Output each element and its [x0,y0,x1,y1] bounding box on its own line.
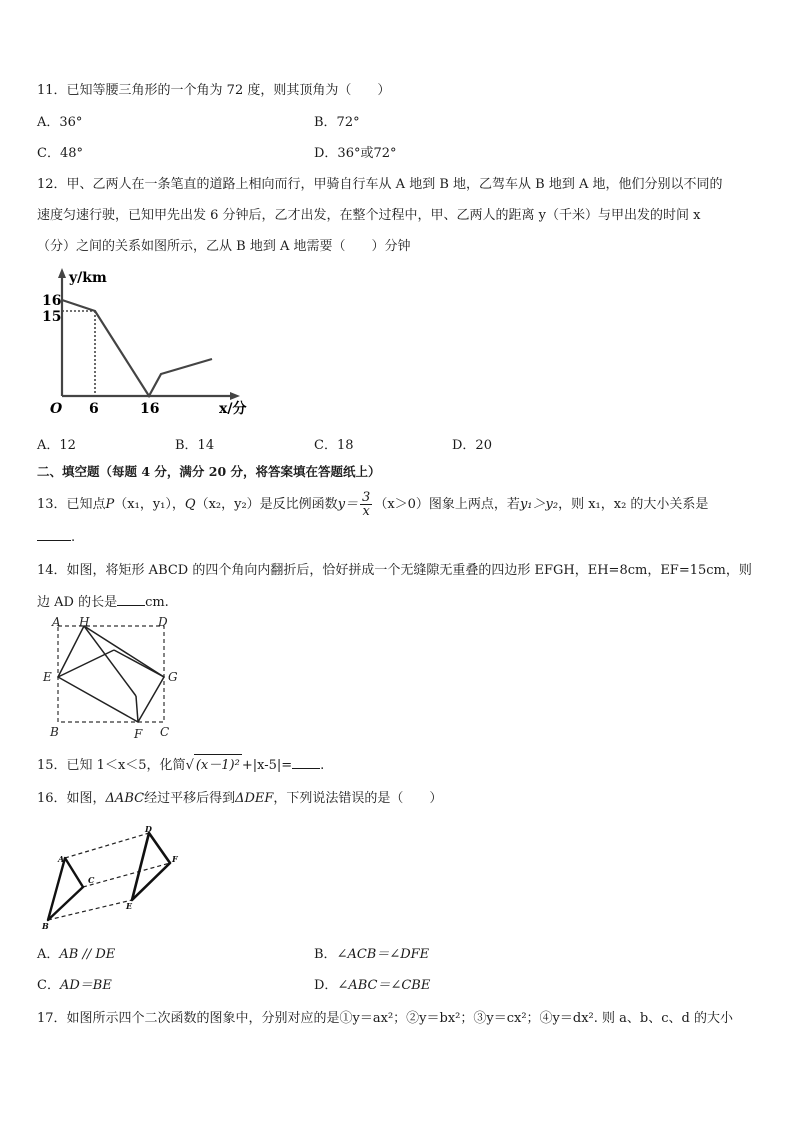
q13-point-q: Q [184,497,196,512]
y-axis-arrow-icon [58,268,66,278]
q14-label-d: D [158,615,168,629]
x-tick-6: 6 [89,401,99,417]
q13-answer-blank[interactable] [37,528,71,541]
q14-answer-blank[interactable] [117,593,145,606]
q11-option-b[interactable]: B．72° [314,115,360,130]
q16-option-a[interactable] [37,946,115,964]
q16-triangle-abc: ΔABC [105,791,145,806]
q16-option-d-expr: ∠ABC＝∠CBE [337,978,431,993]
q16-text-1: 16．如图， [37,791,106,806]
q16-option-d-letter: D． [314,978,338,993]
q13-fraction-den: x [362,504,370,519]
q12-stem-line1: 12．甲、乙两人在一条笔直的道路上相向而行，甲骑自行车从 A 地到 B 地，乙驾车从 B 地到 A 地，他们分别以不同的 [37,177,723,192]
q16-option-a-letter: A． [37,947,60,962]
q14-stem-line1: 14．如图，将矩形 ABCD 的四个角向内翻折后，恰好拼成一个无缝隙无重叠的四边形 EFGH，EH=8cm，EF=15cm，则 [37,563,752,578]
q16-option-c[interactable] [37,977,112,995]
q16-translation-figure [38,820,198,932]
q16-text-3: ，下列说法错误的是（ ） [273,791,443,806]
q16-option-b[interactable] [314,946,429,964]
q16-triangle-def: ΔDEF [235,791,274,806]
x-axis-arrow-icon [230,392,240,400]
q16-option-c-letter: C． [37,978,60,993]
q14-text-a: 边 AD 的长是 [37,595,118,610]
q14-label-f: F [134,727,143,741]
x-tick-16: 16 [140,401,160,417]
q12-option-b[interactable]: B．14 [175,438,215,453]
q15-text-1: 15．已知 1＜x＜5，化简 [37,758,186,773]
q16-label-c: C [88,875,95,885]
q11-option-a[interactable]: A．36° [37,115,83,130]
q16-text-2: 经过平移后得到 [144,791,236,806]
q16-label-a: A [58,854,65,864]
q15-text-2: +|x-5|= [241,758,293,773]
q13-text-2: （x₁，y₁）， [114,497,185,512]
q14-fold-line-2 [114,650,164,677]
q15-end: . [320,758,325,773]
q13-answer-line [37,528,75,547]
q14-text-b: cm. [145,595,169,610]
q16-option-b-letter: B． [314,947,337,962]
q12-stem-line2: 速度匀速行驶，已知甲先出发 6 分钟后，乙才出发，在整个过程中，甲、乙两人的距离 y（千米）与甲出发的时间 x [37,208,701,223]
q16-stem [37,790,442,808]
q13-stem [37,491,708,518]
q13-function-lhs: y＝ [337,497,359,512]
q14-quad-efgh [58,626,164,722]
q16-option-b-expr: ∠ACB＝∠DFE [336,947,430,962]
q12-distance-graph [36,266,266,418]
q15-stem [37,754,324,777]
q14-fold-line-4 [136,696,138,722]
q13-text-4: （x＞0）图象上两点，若 [374,497,520,512]
q16-option-d[interactable] [314,977,430,995]
q17-stem-line1: 17．如图所示四个二次函数的图象中，分别对应的是①y＝ax²；②y＝bx²；③y＝cx²；④y＝dx². 则 a、b、c、d 的大小 [37,1011,733,1026]
q12-stem-line3: （分）之间的关系如图所示，乙从 B 地到 A 地需要（ ）分钟 [37,239,411,254]
q14-stem-line2 [37,593,169,612]
q13-text-3: （x₂，y₂）是反比例函数 [195,497,338,512]
q16-label-f: F [172,854,178,864]
q16-dashed-be [48,900,132,920]
q14-label-h: H [79,615,90,629]
q12-graph-curve [62,300,212,396]
q15-radicand: (x－1)² [194,754,242,777]
y-tick-15: 15 [42,309,62,325]
q14-label-e: E [43,670,52,684]
q13-fraction [360,491,372,518]
q12-option-c[interactable]: C．18 [314,438,354,453]
q16-label-e: E [126,901,133,911]
q13-fraction-num: 3 [362,490,371,505]
q11-stem: 11．已知等腰三角形的一个角为 72 度，则其顶角为（ ） [37,83,391,98]
q16-label-b: B [42,921,49,931]
radical-icon: √ [185,758,194,773]
origin-label: O [50,401,63,417]
q14-rectangle-figure [40,614,190,742]
q13-point-p: P [105,497,115,512]
q16-triangle-def-shape [132,833,170,900]
q14-label-a: A [52,615,61,629]
q13-end: . [71,530,76,545]
q12-option-a[interactable]: A．12 [37,438,76,453]
q16-triangle-abc-shape [48,858,83,920]
y-tick-16: 16 [42,293,62,309]
q12-option-d[interactable]: D．20 [452,438,492,453]
q14-label-g: G [168,670,178,684]
section-fill-in-header: 二、填空题（每题 4 分，满分 20 分，将答案填在答题纸上） [37,464,381,479]
q16-dashed-ad [65,833,149,858]
x-axis-label: x/分 [219,401,247,417]
q15-answer-blank[interactable] [292,756,320,769]
q13-text-1: 13．已知点 [37,497,106,512]
q13-condition: y₁＞y₂ [519,497,559,512]
q16-label-d: D [145,824,152,834]
q13-text-5: ，则 x₁，x₂ 的大小关系是 [558,497,709,512]
q16-option-a-expr: AB // DE [59,947,116,962]
y-axis-label: y/km [69,270,107,286]
q11-option-d[interactable]: D．36°或72° [314,146,397,161]
q11-option-c[interactable]: C．48° [37,146,83,161]
q16-option-c-expr: AD＝BE [59,978,112,993]
q14-label-c: C [160,725,170,739]
q14-label-b: B [50,725,59,739]
